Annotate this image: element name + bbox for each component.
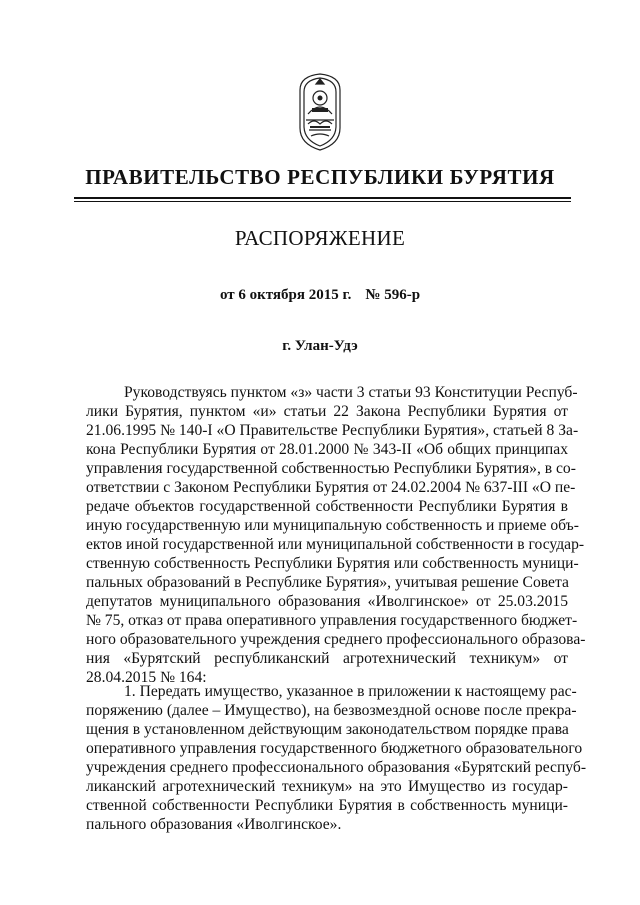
document-type: РАСПОРЯЖЕНИЕ — [234, 226, 406, 250]
header-rule-thin — [74, 201, 571, 202]
text-line: пальных образований в Республике Бурятия», учитывая решение Совета — [86, 574, 569, 591]
header-rule-thick — [74, 197, 571, 199]
document-date-line — [0, 287, 640, 304]
text-line: управления государственной собственностью Республики Бурятия», в со- — [86, 460, 576, 477]
text-line: редаче объектов государственной собственности Республики Бурятия в — [86, 498, 568, 515]
text-line: ния «Бурятский республиканский агротехнический техникум» от — [86, 650, 568, 667]
text-line: ного образовательного учреждения среднего профессионального образова- — [86, 631, 586, 648]
text-line: поряжению (далее – Имущество), на безвозмездной основе после прекра- — [86, 702, 577, 719]
text-line: ликанский агротехнический техникум» на это Имущество из государ- — [86, 778, 568, 795]
text-line: ответствии с Законом Республики Бурятия от 24.02.2004 № 637-III «О пе- — [86, 479, 576, 496]
text-line: Руководствуясь пунктом «з» части 3 статьи 93 Конституции Респуб- — [124, 384, 578, 401]
document-number: № 596-р — [365, 287, 421, 303]
text-line: ектов иной государственной или муниципальной собственности в государ- — [86, 536, 585, 553]
text-line: депутатов муниципального образования «Иволгинское» от 25.03.2015 — [86, 593, 568, 610]
text-line: учреждения среднего профессионального образования «Бурятский респуб- — [86, 759, 587, 776]
text-line: кона Республики Бурятия от 28.01.2000 № 343-II «Об общих принципах — [86, 441, 568, 458]
text-line: 28.04.2015 № 164: — [86, 669, 207, 686]
document-date: от 6 октября 2015 г. — [219, 287, 352, 303]
text-line: оперативного управления государственного бюджетного образовательного — [86, 740, 583, 757]
paragraph-preamble — [86, 383, 586, 687]
text-line: 21.06.1995 № 140-I «О Правительстве Республики Бурятия», статьей 8 За- — [86, 422, 579, 439]
text-line: иную государственную или муниципальную собственность и приеме объ- — [86, 517, 579, 534]
document-city: г. Улан-Удэ — [282, 338, 358, 354]
government-title: ПРАВИТЕЛЬСТВО РЕСПУБЛИКИ БУРЯТИЯ — [85, 165, 555, 189]
text-line: лики Бурятия, пунктом «и» статьи 22 Закона Республики Бурятия от — [86, 403, 568, 420]
coat-of-arms-icon — [296, 70, 344, 152]
text-line: ственную собственность Республики Бурятия или собственность муници- — [86, 555, 579, 572]
text-line: ственной собственности Республики Бурятия в собственность муници- — [86, 797, 568, 814]
paragraph-item-1 — [86, 682, 587, 834]
text-line: пального образования «Иволгинское». — [86, 816, 342, 833]
text-line: № 75, отказ от права оперативного управления государственного бюджет- — [86, 612, 578, 629]
text-line: щения в установленном действующим законодательством порядке права — [86, 721, 569, 738]
text-line: 1. Передать имущество, указанное в приложении к настоящему рас- — [124, 683, 577, 700]
